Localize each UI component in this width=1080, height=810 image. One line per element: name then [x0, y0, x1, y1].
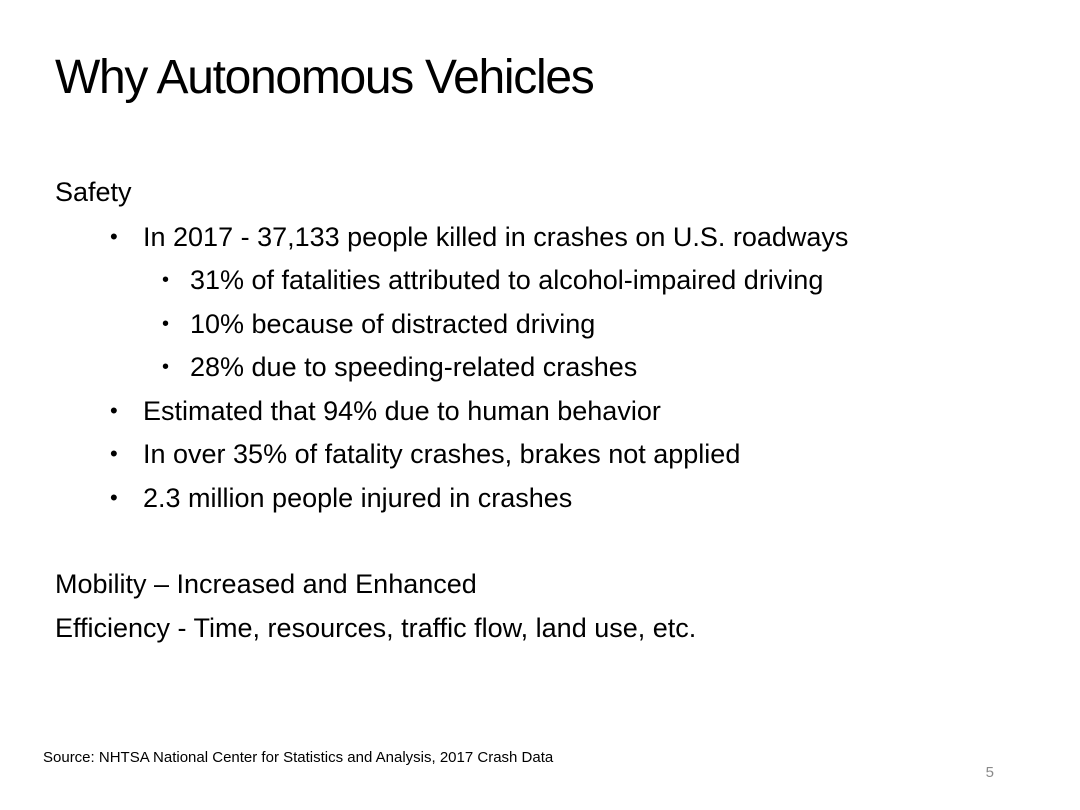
source-note: Source: NHTSA National Center for Statistics and Analysis, 2017 Crash Data [43, 749, 554, 766]
bullet-icon: • [162, 356, 170, 378]
bullet-icon: • [110, 441, 118, 466]
bullet-text: In 2017 - 37,133 people killed in crashes on U.S. roadways [143, 222, 849, 252]
section-heading-safety: Safety [55, 177, 132, 207]
bullet-icon: • [110, 485, 118, 510]
bullet-text: 10% because of distracted driving [190, 309, 596, 339]
sub-bullet-item [162, 263, 824, 297]
bullet-item [110, 481, 573, 515]
bullet-icon: • [162, 269, 170, 291]
bullet-text: 31% of fatalities attributed to alcohol-impaired driving [190, 265, 824, 295]
sub-bullet-item [162, 350, 638, 384]
bullet-text: 2.3 million people injured in crashes [143, 483, 573, 513]
section-heading-mobility: Mobility – Increased and Enhanced [55, 569, 477, 599]
sub-bullet-item [162, 307, 596, 341]
section-heading-efficiency: Efficiency - Time, resources, traffic flow, land use, etc. [55, 613, 697, 643]
bullet-item [110, 394, 661, 428]
bullet-text: Estimated that 94% due to human behavior [143, 396, 661, 426]
bullet-item [110, 437, 741, 471]
bullet-text: In over 35% of fatality crashes, brakes not applied [143, 439, 741, 469]
page-number: 5 [985, 764, 994, 781]
bullet-icon: • [110, 224, 118, 249]
bullet-icon: • [162, 313, 170, 335]
bullet-text: 28% due to speeding-related crashes [190, 352, 638, 382]
slide-title: Why Autonomous Vehicles [55, 51, 594, 104]
bullet-icon: • [110, 398, 118, 423]
bullet-item [110, 220, 849, 254]
